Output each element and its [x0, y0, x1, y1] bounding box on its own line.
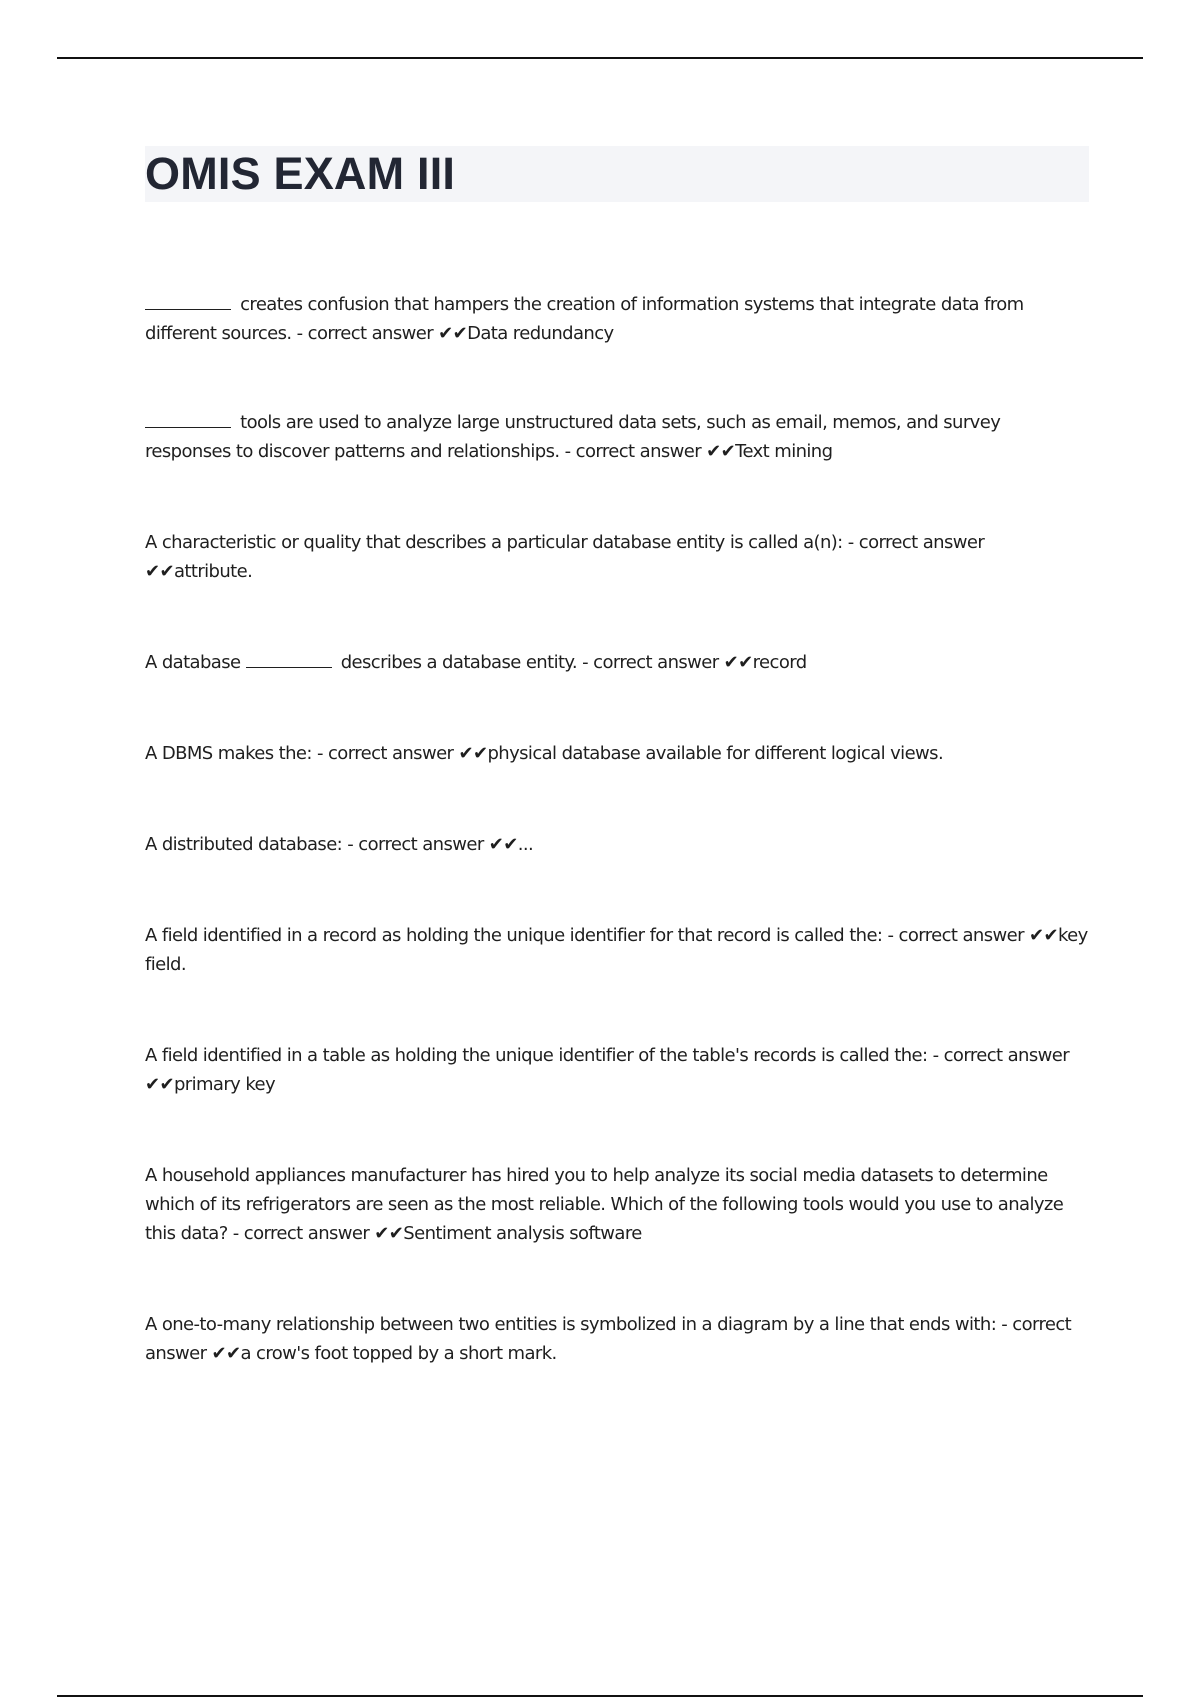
answer-separator: - correct answer ✔✔ — [577, 652, 753, 673]
question-pre: A characteristic or quality that describes a particular database entity is called a(n): — [145, 532, 843, 553]
qa-item — [145, 528, 1090, 586]
qa-item — [145, 739, 1090, 768]
qa-item — [145, 290, 1090, 348]
qa-item — [145, 1161, 1090, 1248]
answer-separator: - correct answer ✔✔ — [145, 532, 985, 582]
answer-separator: - correct answer ✔✔ — [145, 1045, 1069, 1095]
fill-in-blank — [145, 308, 231, 310]
question-pre: A database — [145, 652, 246, 673]
question-post: tools are used to analyze large unstructured data sets, such as email, memos, and survey responses to discover patterns and relationships. — [145, 412, 1001, 462]
qa-item — [145, 830, 1090, 859]
question-pre: A one-to-many relationship between two entities is symbolized in a diagram by a line that ends with: — [145, 1314, 997, 1335]
qa-item — [145, 408, 1090, 466]
answer-text: ... — [517, 834, 534, 855]
question-pre: A DBMS makes the: — [145, 743, 312, 764]
answer-text: record — [752, 652, 807, 673]
document-title: OMIS EXAM III — [145, 148, 456, 199]
question-post: describes a database entity. — [335, 652, 578, 673]
question-pre: A household appliances manufacturer has hired you to help analyze its social media datasets to determine which of its refrigerators are seen as the most reliable. Which of the following tools would you use to analyze this data? — [145, 1165, 1064, 1244]
question-pre: A distributed database: — [145, 834, 343, 855]
answer-text: key field. — [145, 925, 1088, 975]
answer-separator: - correct answer ✔✔ — [342, 834, 518, 855]
answer-text: physical database available for different logical views. — [487, 743, 944, 764]
bottom-rule — [57, 1695, 1143, 1697]
answer-separator: - correct answer ✔✔ — [145, 1314, 1072, 1364]
qa-item — [145, 1041, 1090, 1099]
answer-separator: - correct answer ✔✔ — [559, 441, 736, 462]
answer-text: Text mining — [735, 441, 833, 462]
answer-separator: - correct answer ✔✔ — [311, 743, 488, 764]
fill-in-blank — [246, 666, 332, 668]
question-pre: A field identified in a table as holding the unique identifier of the table's records is called the: — [145, 1045, 928, 1066]
qa-list — [145, 290, 1090, 1430]
answer-text: primary key — [173, 1074, 276, 1095]
answer-separator: - correct answer ✔✔ — [227, 1223, 404, 1244]
fill-in-blank — [145, 426, 231, 428]
answer-text: Sentiment analysis software — [403, 1223, 642, 1244]
question-pre: A field identified in a record as holding the unique identifier for that record is called the: — [145, 925, 883, 946]
qa-item — [145, 648, 1090, 677]
title-band — [145, 146, 1089, 202]
answer-text: attribute. — [173, 561, 253, 582]
answer-separator: - correct answer ✔✔ — [882, 925, 1058, 946]
question-post: creates confusion that hampers the creation of information systems that integrate data from different sources. — [145, 294, 1024, 344]
qa-item — [145, 1310, 1090, 1368]
qa-item — [145, 921, 1090, 979]
answer-separator: - correct answer ✔✔ — [291, 323, 468, 344]
top-rule — [57, 57, 1143, 59]
answer-text: a crow's foot topped by a short mark. — [240, 1343, 557, 1364]
answer-text: Data redundancy — [467, 323, 614, 344]
